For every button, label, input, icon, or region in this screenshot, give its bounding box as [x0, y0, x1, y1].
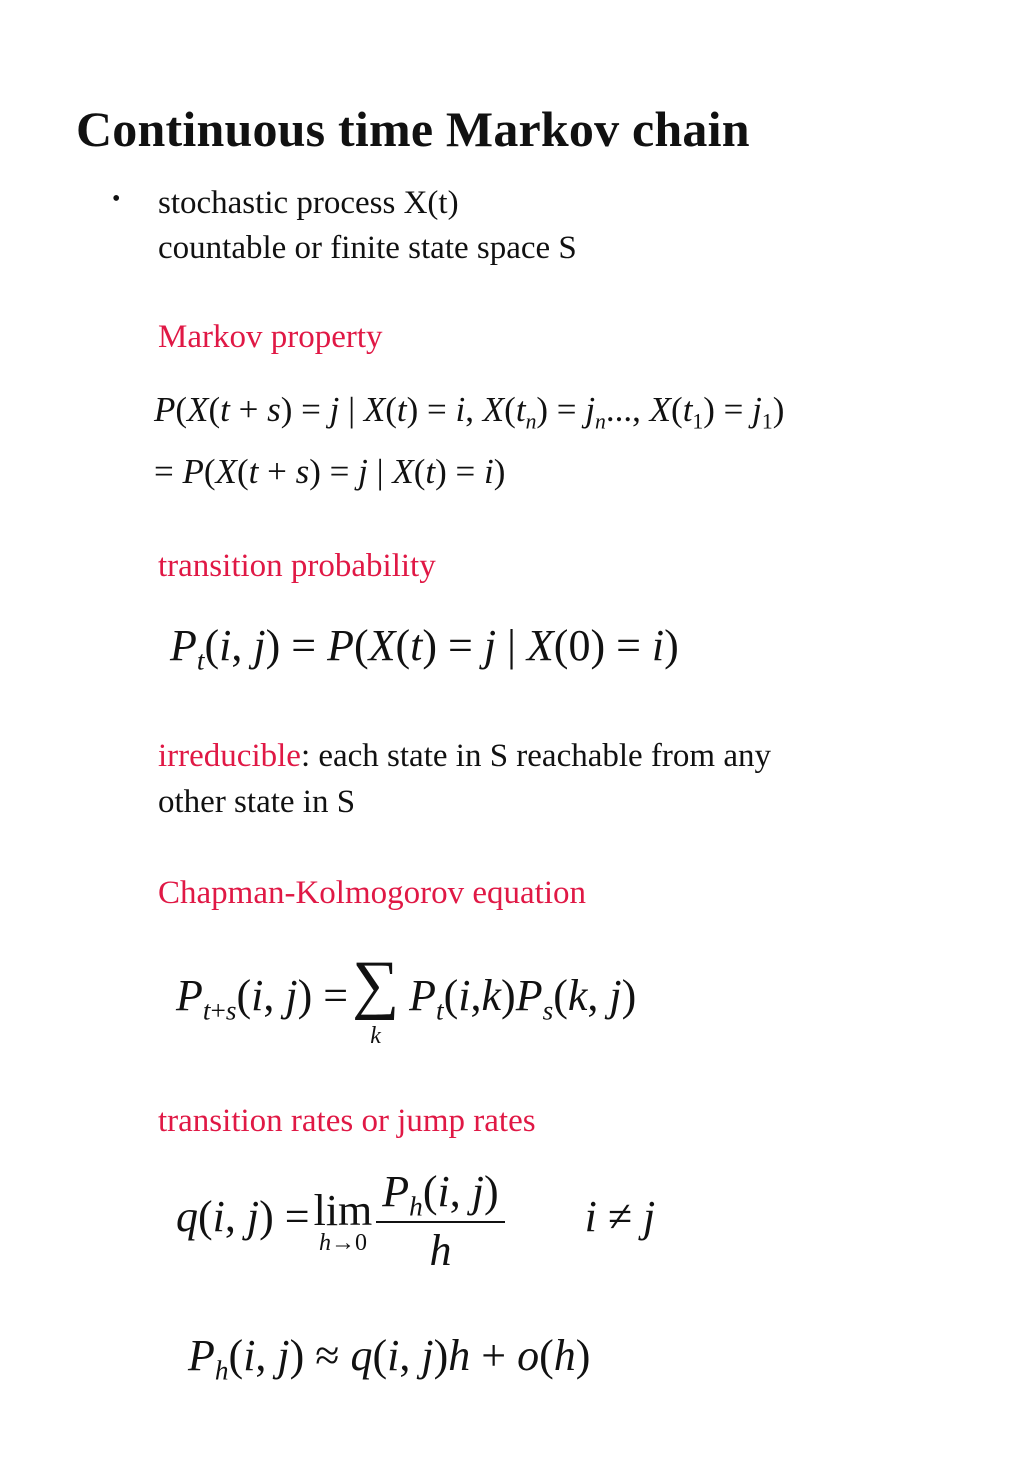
irreducible-definition-line-2: other state in S [158, 784, 356, 820]
markov-property-equation-line-1: P(X(t + s) = j | X(t) = i, $X(t_n) = j_n$..., $X(t_1) = j_1$) [154, 390, 785, 434]
bullet-marker: • [112, 186, 121, 212]
chapman-kolmogorov-heading: Chapman-Kolmogorov equation [158, 875, 587, 911]
transition-probability-equation: $P_t(i$, j) = P(X(t) = j | X(0) = i) [170, 621, 679, 676]
rate-approximation-equation: $P_h(i$, j) ≈ q(i, j)h + o(h) [188, 1331, 591, 1386]
intro-line-2: countable or finite state space S [158, 230, 577, 266]
intro-line-1: stochastic process X(t) [158, 185, 459, 221]
transition-probability-heading: transition probability [158, 548, 436, 584]
irreducible-term: irreducible [158, 738, 301, 774]
markov-property-equation-line-2: = P(X(t + s) = j | X(t) = i) [154, 452, 506, 491]
irreducible-definition-line-1 [158, 733, 771, 779]
rates-heading: transition rates or jump rates [158, 1103, 536, 1139]
slide-title: Continuous time Markov chain [76, 101, 750, 157]
summation-symbol: ∑ k [352, 948, 400, 1049]
irreducible-definition: : each state in S reachable from any [300, 738, 771, 774]
rate-fraction: $\frac{P_h(i, j)}{h}$ [376, 1166, 504, 1276]
jump-rate-equation: q(i, j) =lim h→0 $\frac{P_h(i, j)}{h}$ i ≠ j [176, 1167, 656, 1275]
chapman-kolmogorov-equation: $P_{t+s}(i$, j) = ∑ k $P_t(i,k)P_s(k$, j) [176, 948, 637, 1049]
markov-property-heading: Markov property [158, 319, 383, 355]
limit-operator: lim h→0 [313, 1186, 373, 1256]
